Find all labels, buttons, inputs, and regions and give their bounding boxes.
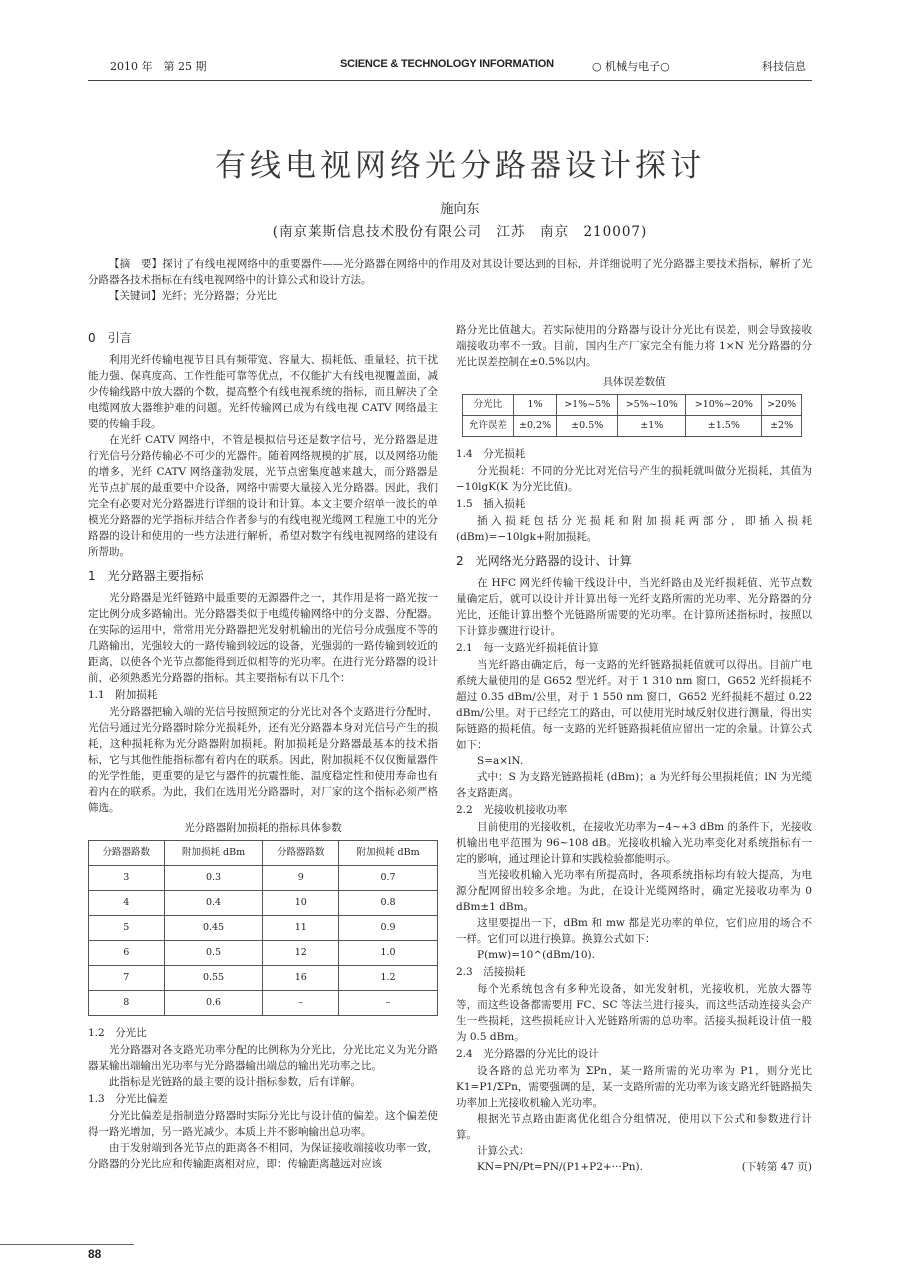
split-ratio-error-table — [462, 394, 802, 437]
table-cell: 8 — [89, 991, 165, 1016]
subsection-heading: 1.5 插入损耗 — [456, 498, 526, 510]
table-cell: ±0.5% — [557, 416, 618, 437]
table-cell: 3 — [89, 866, 165, 891]
page-number: 88 — [88, 1247, 102, 1261]
table-cell: 0.7 — [339, 866, 438, 891]
abstract: 【摘 要】探讨了有线电视网络中的重要器件——光分路器在网络中的作用及对其设计要达到的目标，并详细说明了光分路器主要技术指标，解析了光分路器各技术指标在有线电视网络中的计算公式和设计方法。 — [88, 258, 812, 286]
table-cell: 16 — [263, 966, 339, 991]
table-cell: 1.2 — [339, 966, 438, 991]
left-column — [88, 322, 438, 1172]
table-caption: 光分路器附加损耗的指标具体参数 — [184, 822, 342, 834]
table-cell: 4 — [89, 891, 165, 916]
category-label: 科技信息 — [762, 60, 806, 73]
table-caption: 具体误差数值 — [602, 376, 666, 388]
table-row — [89, 891, 438, 916]
table-cell: 0.3 — [164, 866, 263, 891]
paragraph: 在光纤 CATV 网络中，不管是模拟信号还是数字信号，光分路器是进行光信号分路传输必不可少的光器件。随着网络规模的扩展，以及网络功能的增多，光纤 CATV 网络蓬勃发展，光节点密集度越来越大，而分路器是光节点扩展的最重要中介设备，网络中需要大量接入光分路器。因此，我们完全有必要对光分路器进行详细的设计和计算。本文主要介绍单一波长的单模光分路器的光学指标并结合作者参与的有线电视光缆网工程施工中的光分路器的设计和使用的一些方法进行解析，希望对数字有线电视网络的建设有所帮助。 — [88, 434, 438, 558]
paragraph: 这里要提出一下，dBm 和 mw 都是光功率的单位，它们应用的场合不一样。它们可以进行换算。换算公式如下： — [456, 917, 812, 945]
table-cell: ±1.5% — [686, 416, 762, 437]
section-heading: 2 光网络光分路器的设计、计算 — [456, 554, 632, 568]
table-cell: 6 — [89, 941, 165, 966]
table-cell: 0.55 — [164, 966, 263, 991]
table-header-cell: 分路器路数 — [263, 841, 339, 866]
table-cell: ±0.2% — [513, 416, 557, 437]
header-rule — [88, 80, 812, 81]
subsection-heading: 2.3 活接损耗 — [456, 966, 526, 978]
table-cell: – — [263, 991, 339, 1016]
table-cell: >5%~10% — [618, 395, 686, 416]
paragraph: 式中：S 为支路光链路损耗 (dBm)；a 为光纤每公里损耗值；lN 为光缆各支路距离。 — [456, 771, 812, 799]
table-cell: >20% — [762, 395, 802, 416]
table-cell: ±1% — [618, 416, 686, 437]
table-row — [463, 416, 802, 437]
table-cell: 0.4 — [164, 891, 263, 916]
paragraph: 路分光比值越大。若实际使用的分路器与设计分光比有误差，则会导致接收端接收功率不一致。目前，国内生产厂家完全有能力将 1×N 光分路器的分光比误差控制在±0.5%以内。 — [456, 324, 812, 368]
paragraph: 利用光纤传输电视节目具有频带宽、容量大、损耗低、重量轻、抗干扰能力强、保真度高、工作性能可靠等优点，不仅能扩大有线电视覆盖面，减少传输线路中放大器的个数，提高整个有线电视系统的指标，而且解决了全电缆网放大器维护难的问题。光纤传输网已成为有线电视 CATV 网络最主要的传输手段。 — [88, 354, 438, 430]
table-cell: 1% — [513, 395, 557, 416]
table-header-cell: 分路器路数 — [89, 841, 165, 866]
table-cell: – — [339, 991, 438, 1016]
paragraph: 分光损耗：不同的分光比对光信号产生的损耗就叫做分光损耗，其值为−10lgK(K 为分光比值)。 — [456, 465, 812, 493]
abstract-block — [88, 256, 812, 304]
paragraph: 根据光节点路由距离优化组合分组情况，使用以下公式和参数进行计算。 — [456, 1113, 812, 1141]
table-header-row — [89, 841, 438, 866]
formula: P(mw)=10^(dBm/10). — [477, 949, 595, 961]
table-row — [89, 916, 438, 941]
table-row — [89, 866, 438, 891]
table-row — [89, 966, 438, 991]
paragraph: 光分路器是光纤链路中最重要的无源器件之一，其作用是将一路光按一定比例分成多路输出。光分路器类似于电缆传输网络中的分支器、分配器。在实际的运用中，常常用光分路器把光发射机输出的光信号分成强度不等的几路输出，光强较大的一路传输到较远的设备，光强弱的一路传输到较近的距离，以使各个光节点都能得到近似相等的光功率。在进行光分路器的设计前，必须熟悉光分路器的指标。其主要指标有以下几个： — [88, 592, 438, 684]
subsection-heading: 2.2 光接收机接收功率 — [456, 804, 568, 816]
table-cell: 10 — [263, 891, 339, 916]
issue-label: 2010 年 第 25 期 — [110, 60, 207, 73]
subsection-heading: 1.1 附加损耗 — [88, 689, 158, 701]
table-cell: 9 — [263, 866, 339, 891]
keywords: 【关键词】光纤；光分路器；分光比 — [109, 290, 277, 302]
table-row — [89, 941, 438, 966]
paragraph: 计算公式： — [477, 1145, 530, 1157]
paragraph: 设各路的总光功率为 ΣPn，某一路所需的光功率为 P1，则分光比 K1=P1/ΣPn，需要强调的是，某一支路所需的光功率为该支路光纤链路损失功率加上光接收机输入光功率。 — [456, 1065, 812, 1109]
paragraph: 光分路器把输入端的光信号按照预定的分光比对各个支路进行分配时，光信号通过光分路器时除分光损耗外，还有光分路器本身对光信号产生的损耗，这种损耗称为光分路器附加损耗。附加损耗是分路器最基本的技术指标，它与其他性能指标都有着内在的联系。因此，附加损耗不仅仅衡量器件的光学性能，更重要的是它与器件的抗震性能、温度稳定性和使用寿命也有着内在的联系。为此，我们在选用光分路器时，对厂家的这个指标必须严格筛选。 — [88, 706, 438, 814]
table-cell: 允许误差 — [463, 416, 514, 437]
continued-note: (下转第 47 页) — [741, 1161, 812, 1173]
table-header-cell: 附加损耗 dBm — [164, 841, 263, 866]
footer-rule — [0, 1244, 134, 1245]
formula — [456, 1159, 812, 1175]
author: 施向东 — [440, 202, 480, 217]
subsection-heading: 2.1 每一支路光纤损耗值计算 — [456, 642, 599, 654]
formula-text: KN=PN/Pt=PN/(P1+P2+···Pn). — [477, 1161, 643, 1173]
table-cell: >1%~5% — [557, 395, 618, 416]
journal-name: SCIENCE & TECHNOLOGY INFORMATION — [340, 58, 554, 70]
table-cell: 0.45 — [164, 916, 263, 941]
affiliation: (南京莱斯信息技术股份有限公司 江苏 南京 210007) — [272, 224, 648, 240]
table-row — [463, 395, 802, 416]
paper-title: 有线电视网络光分路器设计探讨 — [215, 148, 705, 184]
paragraph: 每个光系统包含有多种光设备，如光发射机，光接收机，光放大器等等，而这些设备都需要用 FC、SC 等法兰进行接头，而这些活动连接头会产生一些损耗，这些损耗应计入光链路所需的总功率。活接头损耗设计值一般为 0.5 dBm。 — [456, 983, 812, 1043]
table-header-cell: 附加损耗 dBm — [339, 841, 438, 866]
table-cell: 0.5 — [164, 941, 263, 966]
section-heading: 1 光分路器主要指标 — [88, 569, 204, 583]
table-cell: 11 — [263, 916, 339, 941]
table-cell: 分光比 — [463, 395, 514, 416]
subsection-heading: 2.4 光分路器的分光比的设计 — [456, 1048, 599, 1060]
paragraph: 目前使用的光接收机，在接收光功率为−4~+3 dBm 的条件下，光接收机输出电平范围为 96~108 dB。光接收机输入光功率变化对系统指标有一定的影响，通过理论计算和实践检验都能明示。 — [456, 821, 812, 865]
paragraph: 在 HFC 网光纤传输干线设计中，当光纤路由及光纤损耗值、光节点数量确定后，就可以设计并计算出每一光纤支路所需的光功率、光分路器的分光比，还能计算出整个光链路所需要的光功率。在计算所述指标时，按照以下计算步骤进行设计。 — [456, 577, 812, 637]
paragraph: 插入损耗包括分光损耗和附加损耗两部分，即插入损耗(dBm)=−10lgk+附加损耗。 — [456, 515, 812, 543]
table-row — [89, 991, 438, 1016]
table-cell: 5 — [89, 916, 165, 941]
paragraph: 当光接收机输入光功率有所提高时，各项系统指标均有较大提高，为电源分配网留出较多余地。为此，在设计光缆网络时，确定光接收功率为 0 dBm±1 dBm。 — [456, 869, 812, 913]
table-cell: 0.8 — [339, 891, 438, 916]
table-cell: 0.6 — [164, 991, 263, 1016]
paragraph: 此指标是光链路的最主要的设计指标参数，后有详解。 — [109, 1076, 361, 1088]
formula: S=a×lN. — [477, 755, 524, 767]
paragraph: 当光纤路由确定后，每一支路的光纤链路损耗值就可以得出。目前广电系统大量使用的是 G652 型光纤。对于 1 310 nm 窗口，G652 光纤损耗不超过 0.35 dBm/公里，对于 1 550 nm 窗口，G652 光纤损耗不超过 0.22 dBm/公里。对于已经完工的路由，可以使用光时域反射仪进行测量，得出实际链路的损耗值。每一支路的光纤链路损耗值应留出一定的余量。计算公式如下： — [456, 659, 812, 751]
paragraph: 由于发射端到各光节点的距离各不相同，为保证接收端接收功率一致，分路器的分光比应和传输距离相对应，即：传输距离越远对应该 — [88, 1142, 438, 1170]
subsection-heading: 1.3 分光比偏差 — [88, 1093, 168, 1105]
table-cell: 0.9 — [339, 916, 438, 941]
table-cell: 1.0 — [339, 941, 438, 966]
right-column — [456, 322, 812, 1175]
table-cell: ±2% — [762, 416, 802, 437]
paragraph: 光分路器对各支路光功率分配的比例称为分光比，分光比定义为光分路器某输出端输出光功率与光分路器输出端总的输出光功率之比。 — [88, 1044, 438, 1072]
subsection-heading: 1.2 分光比 — [88, 1027, 147, 1039]
paragraph: 分光比偏差是指制造分路器时实际分光比与设计值的偏差。这个偏差使得一路光增加，另一路光减少。本质上并不影响输出总功率。 — [88, 1110, 438, 1138]
section-label: ○ 机械与电子○ — [592, 60, 670, 73]
table-cell: 12 — [263, 941, 339, 966]
table-cell: 7 — [89, 966, 165, 991]
subsection-heading: 1.4 分光损耗 — [456, 448, 526, 460]
section-heading: 0 引言 — [88, 331, 132, 345]
insertion-loss-table — [88, 840, 438, 1016]
table-cell: >10%~20% — [686, 395, 762, 416]
